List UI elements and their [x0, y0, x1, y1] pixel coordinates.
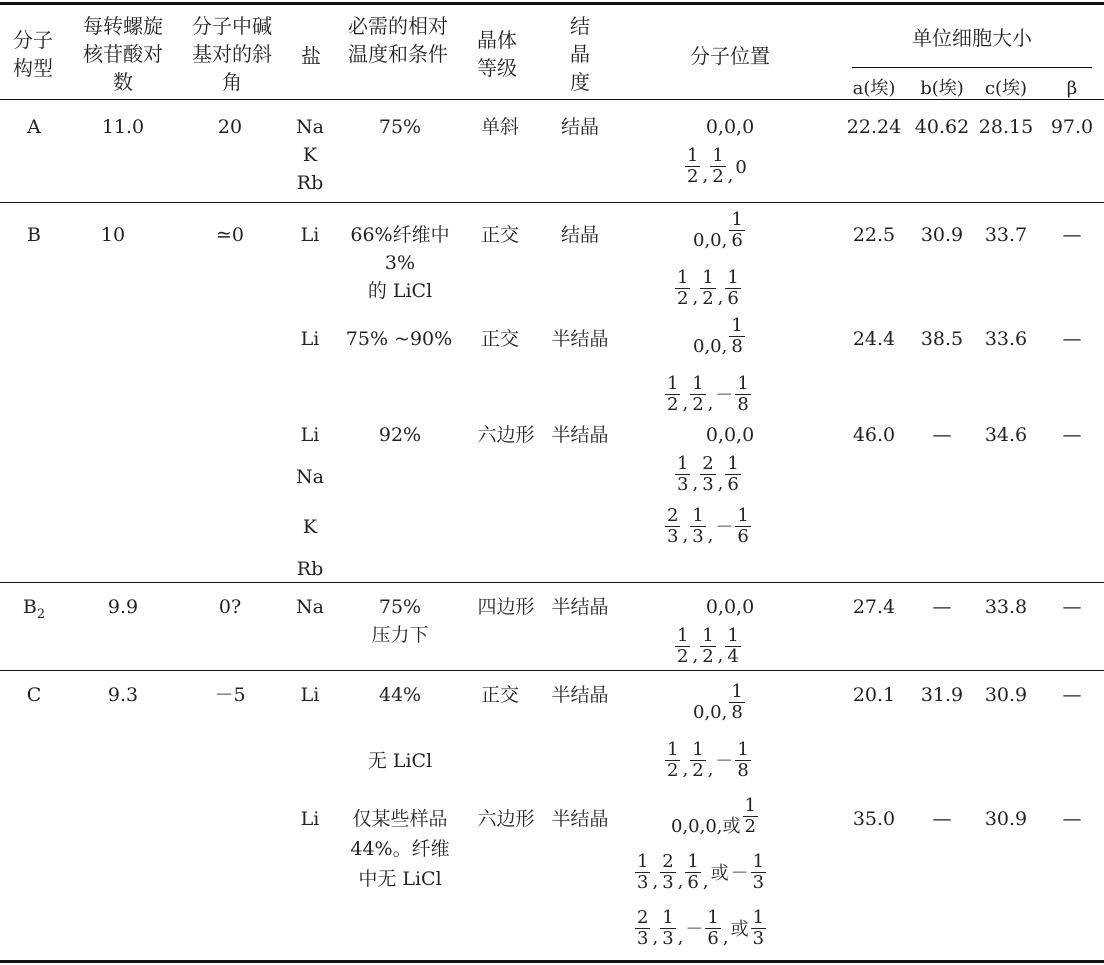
a-residues: 11.0 [101, 116, 145, 138]
header-position: 分子位置 [690, 44, 770, 68]
c2-humidity-1: 仅某些样品 [352, 808, 448, 830]
header-b: b(埃) [920, 78, 964, 99]
header-crystal-class: 晶体等级 [477, 28, 517, 80]
cell-size-underline [852, 67, 1092, 68]
b2-class: 四边形 [477, 596, 535, 618]
b1-humidity-3: 的 LiCl [367, 280, 433, 302]
a-cell-beta: 97.0 [1050, 116, 1094, 138]
header-c: c(埃) [984, 78, 1028, 99]
c2-cell-b: — [932, 808, 952, 830]
b2row-pos-2: 1 2 , 1 2 , － 1 8 [667, 373, 749, 415]
c2-pos-2: 1 3 , 2 3 , 1 6 , 或 － 1 3 [637, 851, 765, 893]
b2-pos-2: 1 2 , 1 2 , 1 4 [677, 625, 739, 667]
b2row-cell-a: 24.4 [852, 328, 896, 350]
b-residues: 10 [100, 224, 126, 246]
c1-cell-beta: — [1062, 684, 1082, 706]
b3-salt-rb: Rb [296, 558, 324, 580]
b2row-cell-c: 33.6 [984, 328, 1028, 350]
top-rule [0, 2, 1104, 5]
b2row-cryst: 半结晶 [551, 328, 609, 350]
b2row-cell-beta: — [1062, 328, 1082, 350]
b3-cell-b: — [932, 424, 952, 446]
c-tilt: －5 [214, 684, 246, 706]
b3-salt-li: Li [300, 424, 320, 446]
c2-humidity-2: 44%。纤维 [350, 838, 450, 860]
c2-cell-a: 35.0 [852, 808, 896, 830]
bottom-rule [0, 960, 1104, 963]
b1-cell-c: 33.7 [984, 224, 1028, 246]
c1-humidity-note: 无 LiCl [367, 750, 433, 772]
a-pos-2: 1 2 , 1 2 , 0 [687, 145, 747, 187]
b3-cryst: 半结晶 [551, 424, 609, 446]
b-form: B [27, 224, 41, 246]
b2-pos-1: 0,0,0 [705, 596, 755, 618]
b2-cell-b: — [932, 596, 952, 618]
b2row-pos-1: 0,0, 1 8 [693, 315, 743, 357]
b1-cell-beta: — [1062, 224, 1082, 246]
rule-after-B [0, 582, 1104, 583]
c2-class: 六边形 [477, 808, 535, 830]
b1-humidity-2: 3% [384, 252, 416, 274]
a-pos-1: 0,0,0 [705, 116, 755, 138]
header-beta: β [1066, 78, 1078, 99]
c1-pos-1: 0,0, 1 8 [693, 681, 743, 723]
b2-humidity-1: 75% [378, 596, 422, 618]
b2row-cell-b: 38.5 [920, 328, 964, 350]
c2-pos-3: 2 3 , 1 3 , － 1 6 , 或 1 3 [637, 907, 765, 949]
b1-cell-b: 30.9 [920, 224, 964, 246]
c1-class: 正交 [480, 684, 519, 706]
b2row-humidity: 75% ~90% [345, 328, 453, 350]
c1-pos-2: 1 2 , 1 2 , － 1 8 [667, 739, 749, 781]
b2row-salt: Li [300, 328, 320, 350]
rule-after-A [0, 202, 1104, 203]
header-a: a(埃) [852, 78, 896, 99]
b3-cell-c: 34.6 [984, 424, 1028, 446]
b3-pos-3: 2 3 , 1 3 , － 1 6 [667, 505, 749, 547]
c1-humidity: 44% [378, 684, 422, 706]
b2-form [14, 592, 54, 630]
b3-cell-beta: — [1062, 424, 1082, 446]
c2-cell-c: 30.9 [984, 808, 1028, 830]
header-conformation: 分子构型 [13, 28, 53, 80]
b2-form-sub: 2 [36, 606, 46, 622]
b1-class: 正交 [480, 224, 519, 246]
a-cell-b: 40.62 [914, 116, 970, 138]
b3-cell-a: 46.0 [852, 424, 896, 446]
c1-cell-b: 31.9 [920, 684, 964, 706]
b1-humidity-1: 66%纤维中 [350, 224, 450, 246]
b3-salt-k: K [302, 516, 318, 538]
b1-cryst: 结晶 [560, 224, 599, 246]
b3-humidity: 92% [378, 424, 422, 446]
header-humidity: 必需的相对温度和条件 [348, 14, 448, 66]
c1-cryst: 半结晶 [551, 684, 609, 706]
a-class: 单斜 [480, 116, 519, 138]
header-cell-size: 单位细胞大小 [912, 26, 1032, 50]
a-form: A [27, 116, 41, 138]
b-tilt: ≃0 [215, 224, 244, 246]
a-cryst: 结晶 [560, 116, 599, 138]
header-salt: 盐 [301, 44, 321, 68]
b3-pos-2: 1 3 , 2 3 , 1 6 [677, 453, 739, 495]
b2-cell-c: 33.8 [984, 596, 1028, 618]
header-crystallinity: 结晶度 [570, 14, 590, 94]
c1-cell-a: 20.1 [852, 684, 896, 706]
b2-tilt: 0? [218, 596, 242, 618]
a-salt-rb: Rb [296, 172, 324, 194]
c2-cryst: 半结晶 [551, 808, 609, 830]
c-form: C [26, 684, 42, 706]
header-residues: 每转螺旋核苷酸对数 [83, 14, 163, 94]
b2-cell-a: 27.4 [852, 596, 896, 618]
rule-after-B2 [0, 670, 1104, 671]
a-cell-c: 28.15 [978, 116, 1034, 138]
a-salt-k: K [302, 144, 318, 166]
b3-class: 六边形 [477, 424, 535, 446]
header-tilt: 分子中碱基对的斜角 [192, 14, 272, 94]
b1-salt: Li [300, 224, 320, 246]
c1-salt: Li [300, 684, 320, 706]
c2-cell-beta: — [1062, 808, 1082, 830]
c2-pos-1: 0,0,0,或 1 2 [671, 795, 756, 837]
a-cell-a: 22.24 [846, 116, 902, 138]
b1-cell-a: 22.5 [852, 224, 896, 246]
a-tilt: 20 [217, 116, 243, 138]
b1-pos-2: 1 2 , 1 2 , 1 6 [677, 267, 739, 309]
b2-residues: 9.9 [107, 596, 139, 618]
a-humidity: 75% [378, 116, 422, 138]
b3-pos-1: 0,0,0 [705, 424, 755, 446]
b2-cryst: 半结晶 [551, 596, 609, 618]
b2-form-base: B [22, 596, 37, 618]
b2-cell-beta: — [1062, 596, 1082, 618]
c1-cell-c: 30.9 [984, 684, 1028, 706]
c2-humidity-3: 中无 LiCl [358, 868, 442, 890]
b1-pos-1: 0,0, 1 6 [693, 209, 743, 251]
b2-humidity-2: 压力下 [371, 624, 429, 646]
c-residues: 9.3 [107, 684, 139, 706]
a-salt-na: Na [296, 116, 324, 138]
b3-salt-na: Na [296, 466, 324, 488]
b2row-class: 正交 [480, 328, 519, 350]
c2-salt: Li [300, 808, 320, 830]
b2-salt: Na [296, 596, 324, 618]
